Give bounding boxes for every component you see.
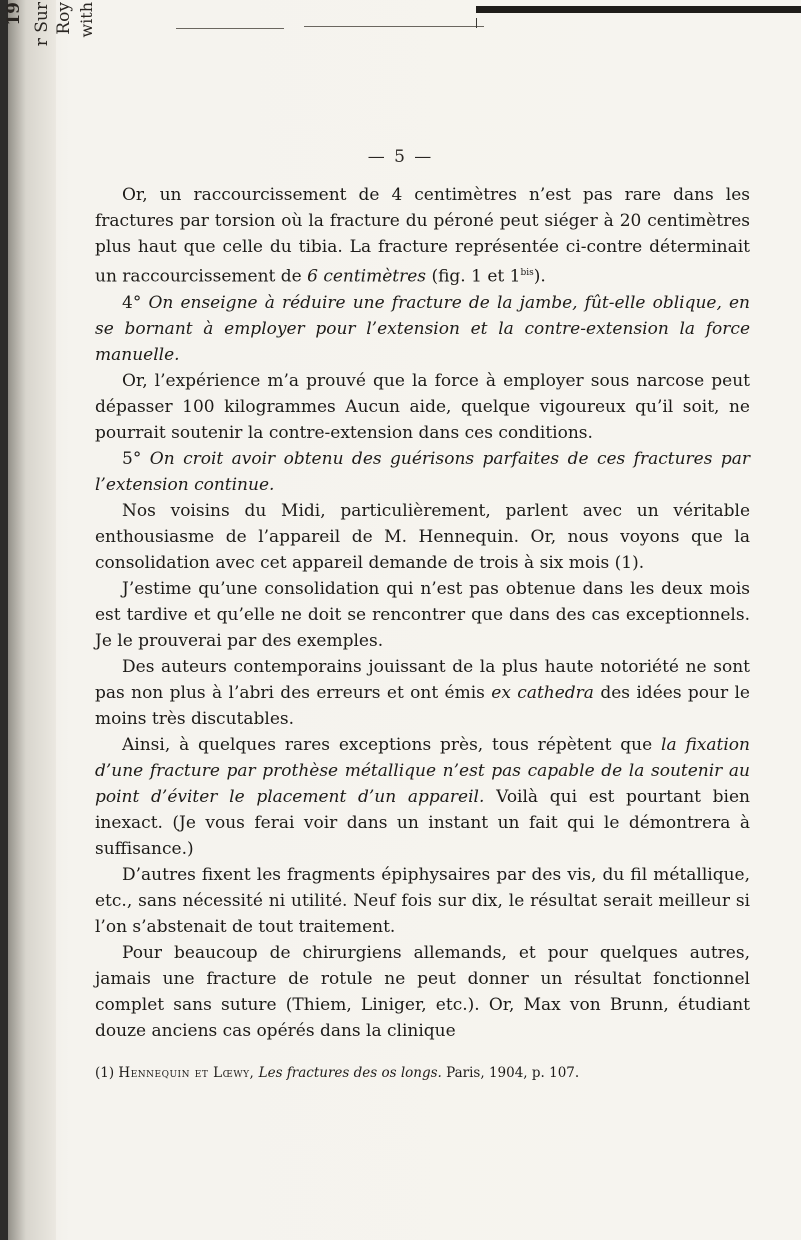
- paragraph-1: Or, un raccourcissement de 4 centimètres n’est pas rare dans les fractures par torsion où la fracture du péroné peut siéger à 20 centimètres plus haut que celle du tibia. La fracture représentée ci-contre déterminait un raccourcissement de 6 centimètres (fig. 1 et $1^{bis}$).: [95, 185, 750, 287]
- spine-fragment-2: r Sur: [32, 2, 52, 47]
- footnote-title: Les fractures des os longs.: [258, 1065, 442, 1081]
- paragraph-4: 5° On croit avoir obtenu des guérisons parfaites de ces fractures par l’extension continue.: [95, 448, 751, 495]
- paragraph-5: Nos voisins du Midi, particulièrement, parlent avec un véritable enthousiasme de l’appareil de M. Hennequin. Or, nous voyons que la consolidation avec cet appareil demande de trois à six mois (1).: [95, 500, 750, 573]
- spine-fragment-3: Roy: [54, 2, 74, 35]
- header-rule: [176, 6, 801, 34]
- paragraph-2: 4° On enseigne à réduire une fracture de la jambe, fût-elle oblique, en se bornant à employer pour l’extension et la contre-extension la force manuelle.: [95, 292, 750, 365]
- page-edge: [0, 0, 8, 1240]
- body-text: [95, 182, 750, 1044]
- footnote-details: Paris, 1904, p. 107.: [441, 1065, 580, 1081]
- book-binding: [0, 0, 56, 1240]
- footnote: [95, 1064, 775, 1082]
- footnote-authors: Hennequin et Lœwy,: [118, 1065, 255, 1081]
- paragraph-9: D’autres fixent les fragments épiphysaires par des vis, du fil métallique, etc., sans nécessité ni utilité. Neuf fois sur dix, le résultat serait meilleur si l’on s’abstenait de tout traitement.: [95, 864, 750, 937]
- paragraph-3: Or, l’expérience m’a prouvé que la force à employer sous narcose peut dépasser 100 kilogrammes Aucun aide, quelque vigoureux qu’il soit, ne pourrait soutenir la contre-extension dans ces conditions.: [95, 370, 750, 443]
- spine-fragment-1: 19: [4, 2, 24, 26]
- paragraph-10: Pour beaucoup de chirurgiens allemands, et pour quelques autres, jamais une fracture de rotule ne peut donner un résultat fonctionnel complet sans suture (Thiem, Liniger, etc.). Or, Max von Brunn, étudiant douze anciens cas opérés dans la clinique: [95, 942, 750, 1041]
- paragraph-7: Des auteurs contemporains jouissant de la plus haute notoriété ne sont pas non plus à l’abri des erreurs et ont émis ex cathedra des idées pour le moins très discutables.: [95, 656, 750, 729]
- footnote-mark: (1): [95, 1065, 115, 1081]
- spine-fragment-4: with: [77, 2, 96, 38]
- paragraph-8: Ainsi, à quelques rares exceptions près, tous répètent que la fixation d’une fracture par prothèse métallique n’est pas capable de la soutenir au point d’éviter le placement d’un appareil. Voilà qui est pourtant bien inexact. (Je vous ferai voir dans un instant un fait qui le démontrera à suffisance.): [95, 734, 750, 859]
- page-number: — 5 —: [367, 147, 434, 167]
- adjacent-page-fragment: [4, 0, 174, 48]
- paragraph-6: J’estime qu’une consolidation qui n’est pas obtenue dans les deux mois est tardive et qu’elle ne doit se rencontrer que dans des cas exceptionnels. Je le prouverai par des exemples.: [95, 578, 750, 651]
